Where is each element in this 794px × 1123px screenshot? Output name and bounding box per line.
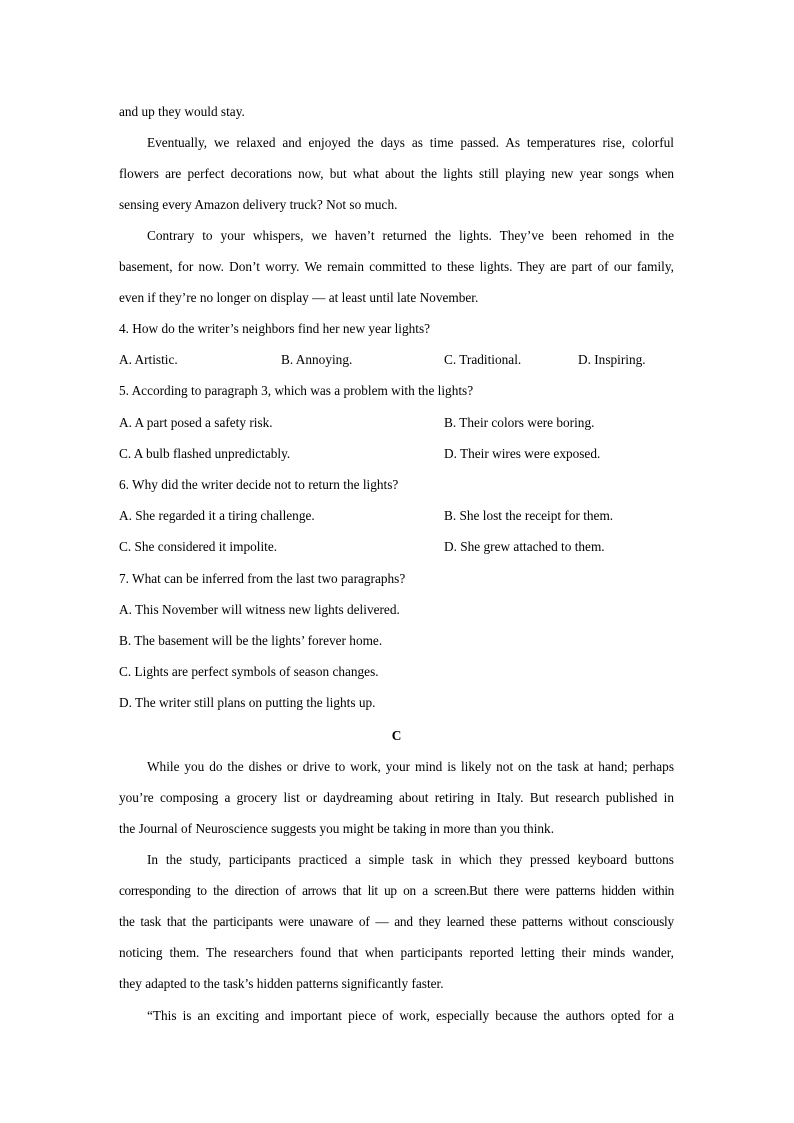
paragraph-line: the task that the participants were unaware of — and they learned these patterns without consciously (119, 914, 674, 929)
question-option: C. A bulb flashed unpredictably. (119, 446, 291, 461)
paragraph-line: sensing every Amazon delivery truck? Not so much. (119, 197, 398, 212)
paragraph-line: they adapted to the task’s hidden patterns significantly faster. (119, 976, 444, 991)
question-option: D. Inspiring. (578, 352, 646, 367)
paragraph-line: corresponding to the direction of arrows that lit up on a screen.But there were patterns hidden within (119, 883, 674, 898)
question-stem: 5. According to paragraph 3, which was a problem with the lights? (119, 383, 474, 398)
question-option: C. Traditional. (444, 352, 522, 367)
question-option: C. She considered it impolite. (119, 539, 278, 554)
question-option: D. The writer still plans on putting the lights up. (119, 695, 376, 710)
question-option: B. The basement will be the lights’ forever home. (119, 633, 383, 648)
paragraph-line: you’re composing a grocery list or daydreaming about retiring in Italy. But research published in (119, 790, 674, 805)
paragraph-line: flowers are perfect decorations now, but what about the lights still playing new year songs when (119, 166, 674, 181)
question-stem: 7. What can be inferred from the last two paragraphs? (119, 571, 406, 586)
paragraph-line: basement, for now. Don’t worry. We remain committed to these lights. They are part of our family, (119, 259, 674, 274)
paragraph-line: In the study, participants practiced a simple task in which they pressed keyboard buttons (147, 852, 674, 867)
section-heading: C (391, 728, 402, 743)
question-option: B. Annoying. (281, 352, 353, 367)
question-stem: 4. How do the writer’s neighbors find her new year lights? (119, 321, 431, 336)
paragraph-line: Eventually, we relaxed and enjoyed the days as time passed. As temperatures rise, colorful (147, 135, 674, 150)
question-stem: 6. Why did the writer decide not to return the lights? (119, 477, 399, 492)
question-option: A. Artistic. (119, 352, 178, 367)
question-option: D. She grew attached to them. (444, 539, 605, 554)
paragraph-line: “This is an exciting and important piece of work, especially because the authors opted for a (147, 1008, 674, 1023)
question-option: A. She regarded it a tiring challenge. (119, 508, 315, 523)
paragraph-line: Contrary to your whispers, we haven’t returned the lights. They’ve been rehomed in the (147, 228, 674, 243)
paragraph-line: While you do the dishes or drive to work, your mind is likely not on the task at hand; perhaps (147, 759, 674, 774)
paragraph-line: even if they’re no longer on display — at least until late November. (119, 290, 479, 305)
question-option: A. This November will witness new lights delivered. (119, 602, 400, 617)
question-option: B. She lost the receipt for them. (444, 508, 614, 523)
question-option: B. Their colors were boring. (444, 415, 595, 430)
question-option: D. Their wires were exposed. (444, 446, 601, 461)
paragraph-line: and up they would stay. (119, 104, 245, 119)
paragraph-line: noticing them. The researchers found that when participants reported letting their minds wander, (119, 945, 674, 960)
question-option: A. A part posed a safety risk. (119, 415, 273, 430)
paragraph-line: the Journal of Neuroscience suggests you might be taking in more than you think. (119, 821, 555, 836)
question-option: C. Lights are perfect symbols of season changes. (119, 664, 379, 679)
